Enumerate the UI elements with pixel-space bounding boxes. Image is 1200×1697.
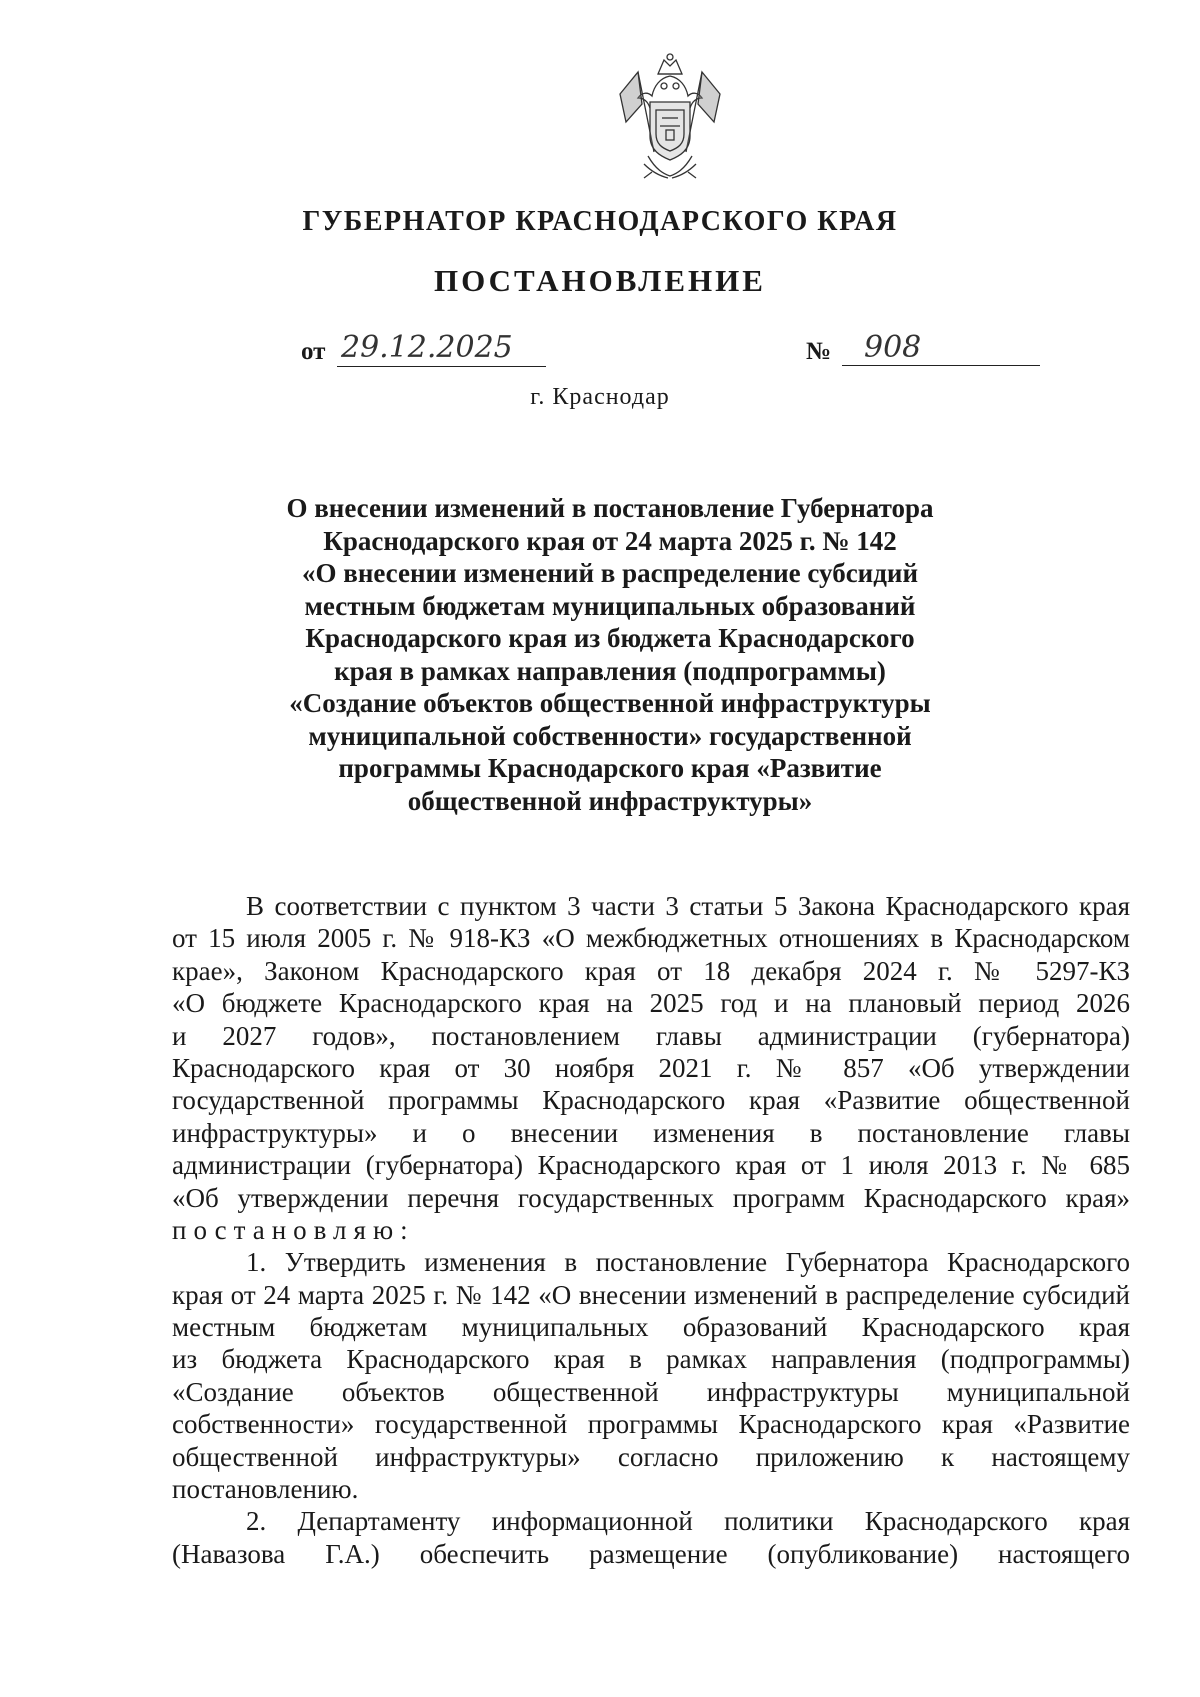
heading-line: «О внесении изменений в распределение субсидий <box>301 558 919 588</box>
heading-line: «Создание объектов общественной инфраструктуры <box>289 688 931 718</box>
heading-line: муниципальной собственности» государственной <box>308 720 912 751</box>
body-line: инфраструктуры» и о внесении изменения в постановление главы <box>172 1117 1130 1148</box>
body-line: из бюджета Краснодарского края в рамках направления (подпрограммы) <box>172 1344 1130 1375</box>
document-type: ПОСТАНОВЛЕНИЕ <box>434 263 766 298</box>
heading-line: Краснодарского края из бюджета Краснодарского <box>305 623 915 653</box>
number-handwritten: 908 <box>842 330 1040 366</box>
date-prefix: от <box>301 338 326 365</box>
number-prefix: № <box>806 338 832 365</box>
city-line: г. Краснодар <box>530 384 670 410</box>
body-line: администрации (губернатора) Краснодарского края от 1 июля 2013 г. № 685 <box>172 1150 1130 1181</box>
date-number-row <box>0 330 1200 374</box>
body-line: от 15 июля 2005 г. № 918-КЗ «О межбюджетных отношениях в Краснодарском <box>172 923 1130 954</box>
document-heading <box>270 492 950 817</box>
heading-line: программы Краснодарского края «Развитие <box>338 753 882 783</box>
body-line: собственности» государственной программы Краснодарского края «Развитие <box>172 1409 1130 1440</box>
body-line: (Навазова Г.А.) обеспечить размещение (опубликование) настоящего <box>172 1538 1130 1569</box>
body-line: крае», Законом Краснодарского края от 18 декабря 2024 г. № 5297-КЗ <box>172 955 1130 986</box>
body-line: местным бюджетам муниципальных образований Краснодарского края <box>172 1312 1130 1343</box>
coat-of-arms-emblem <box>608 52 732 184</box>
body-line-item-1: 1. Утвердить изменения в постановление Губернатора Краснодарского <box>246 1247 1130 1278</box>
body-line: «Об утверждении перечня государственных программ Краснодарского края» <box>172 1182 1130 1213</box>
document-body <box>172 890 1130 1570</box>
body-line: «О бюджете Краснодарского края на 2025 год и на плановый период 2026 <box>172 988 1130 1019</box>
date-handwritten: 29.12.2025 <box>337 330 546 367</box>
body-line: общественной инфраструктуры» согласно приложению к настоящему <box>172 1441 1130 1472</box>
body-line-resolve: постановляю: <box>172 1214 415 1245</box>
heading-line: края в рамках направления (подпрограммы) <box>334 655 886 686</box>
body-line: края от 24 марта 2025 г. № 142 «О внесении изменений в распределение субсидий <box>172 1279 1130 1310</box>
body-line: «Создание объектов общественной инфраструктуры муниципальной <box>172 1376 1130 1407</box>
heading-line: Краснодарского края от 24 марта 2025 г. № 142 <box>323 525 897 556</box>
body-line: государственной программы Краснодарского края «Развитие общественной <box>172 1085 1130 1116</box>
body-line: постановлению. <box>172 1474 359 1505</box>
heading-line: общественной инфраструктуры» <box>407 785 813 816</box>
body-line-item-2: 2. Департаменту информационной политики Краснодарского края <box>246 1506 1130 1537</box>
issuer-title: ГУБЕРНАТОР КРАСНОДАРСКОГО КРАЯ <box>302 206 898 237</box>
heading-line: местным бюджетам муниципальных образований <box>304 590 916 621</box>
body-line: и 2027 годов», постановлением главы администрации (губернатора) <box>172 1020 1130 1051</box>
heading-line: О внесении изменений в постановление Губернатора <box>286 493 934 523</box>
body-line: В соответствии с пунктом 3 части 3 статьи 5 Закона Краснодарского края <box>246 891 1130 921</box>
body-line: Краснодарского края от 30 ноября 2021 г. № 857 «Об утверждении <box>172 1052 1130 1083</box>
